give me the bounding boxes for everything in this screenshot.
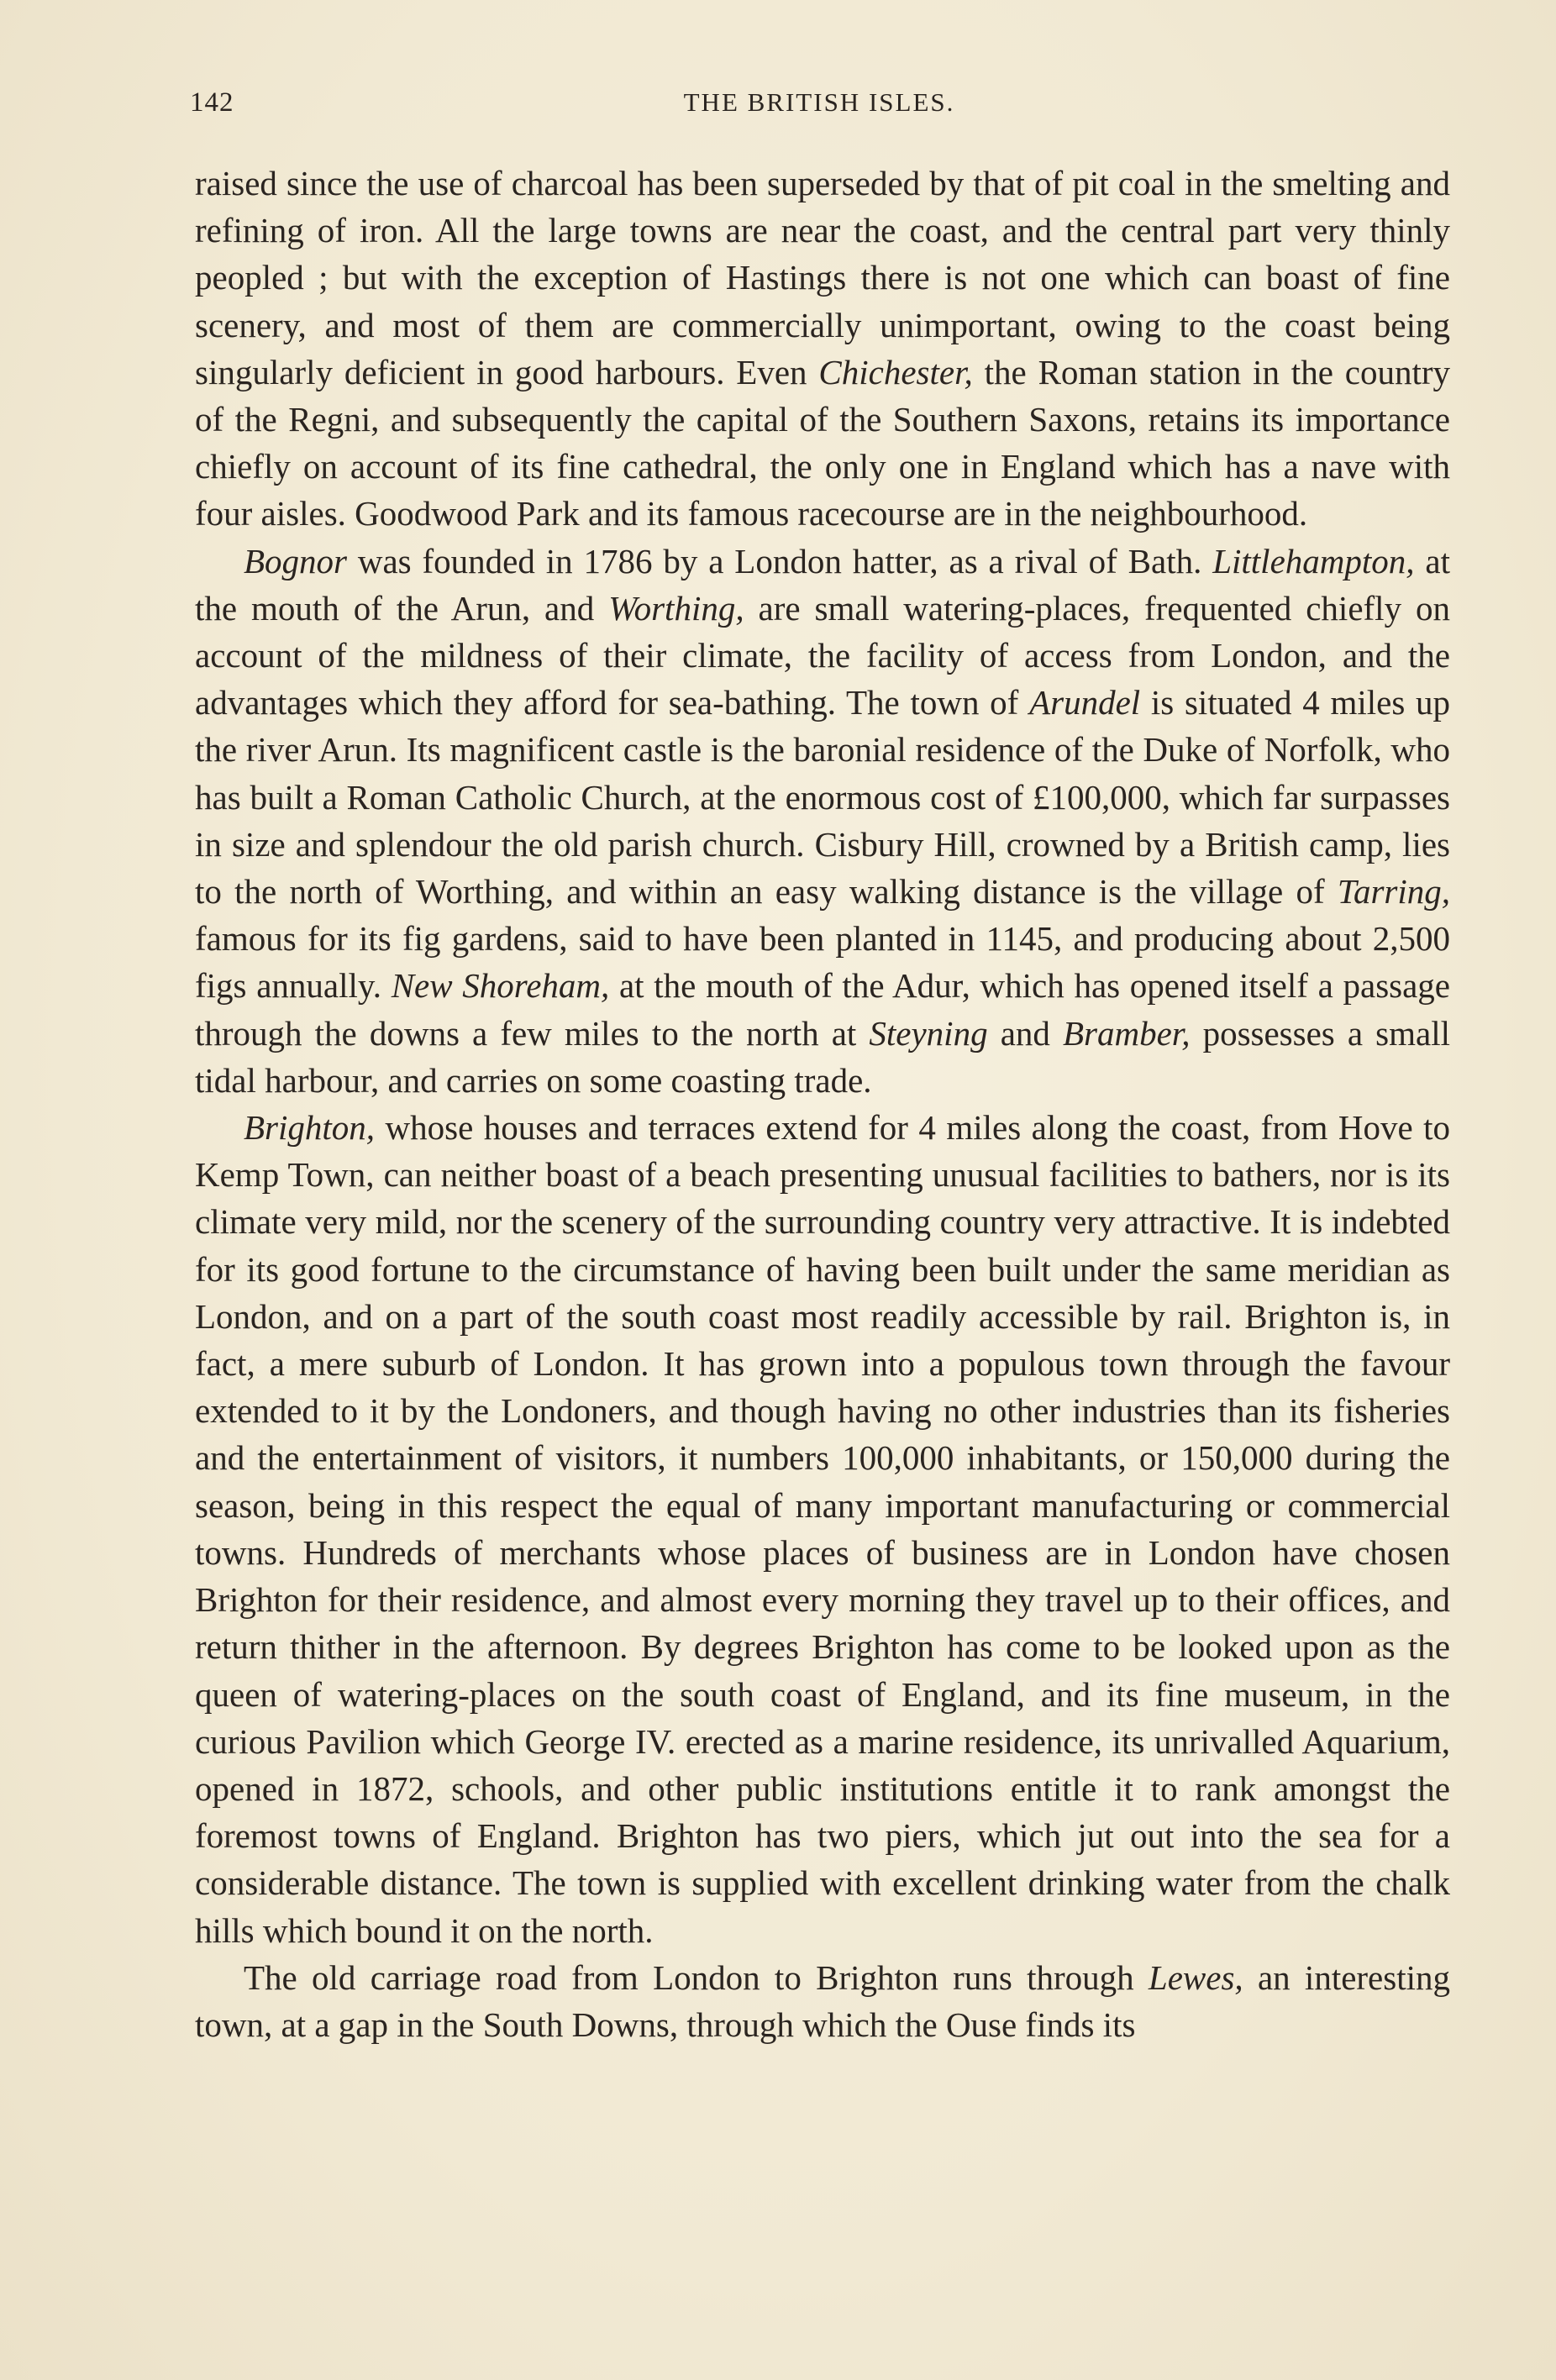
text-segment: was founded in 1786 by a London hatter, as a rival of Bath.: [347, 541, 1213, 581]
text-segment: famous for its fig gardens, said to have been planted in 1145, and producing about 2,500 figs annually.: [195, 919, 1450, 1006]
place-name: Steyning: [869, 1013, 988, 1053]
place-name: Arundel: [1029, 683, 1141, 722]
place-name: Littlehampton,: [1212, 541, 1415, 581]
place-name: Tarring,: [1337, 872, 1450, 912]
text-segment: raised since the use of charcoal has been superseded by that of pit coal in the smelting and refining of iron. All the large towns are near the coast, and the central part very thinly peopled ; but with the exception of Hastings there is not one which can boast of fine scenery, and most of them are commercially unimportant, owing to the coast being singularly deficient in good harbours. Even: [195, 164, 1450, 391]
place-name: Bognor: [244, 541, 347, 581]
text-segment: at the mouth of the Adur, which has opened itself a passage through the downs a few miles to the north at: [195, 966, 1450, 1053]
text-segment: and: [987, 1013, 1063, 1053]
page-number: 142: [190, 87, 234, 118]
place-name: New Shoreham,: [391, 966, 610, 1006]
text-segment: is situated 4 miles up the river Arun. Its magnificent castle is the baronial residence of the Duke of Norfolk, who has built a Roman Catholic Church, at the enormous cost of £100,000, which far surpasses in size and splendour the old parish church. Cisbury Hill, crowned by a British camp, lies to the north of Worthing, and within an easy walking distance is the village of: [195, 683, 1450, 912]
text-segment: at the mouth of the Arun, and: [195, 541, 1450, 628]
paragraph-lewes: [195, 1954, 1450, 2048]
text-segment: are small watering-places, frequented chiefly on account of the mildness of their climate, the facility of access from London, and the advantages which they afford for sea-bathing. The town of: [195, 588, 1451, 722]
place-name: Worthing,: [608, 588, 744, 628]
text-segment: The old carriage road from London to Brighton runs through: [244, 1957, 1149, 1997]
text-segment: the Roman station in the country of the Regni, and subsequently the capital of the Southern Saxons, retains its importance chiefly on account of its fine cathedral, the only one in England which has a nave with four aisles. Goodwood Park and its famous racecourse are in the neighbourhood.: [195, 352, 1451, 533]
running-head: THE BRITISH ISLES.: [683, 87, 955, 117]
place-name: Lewes,: [1148, 1957, 1243, 1997]
body-text: [195, 160, 1450, 2048]
text-segment: possesses a small tidal harbour, and carries on some coasting trade.: [195, 1013, 1450, 1100]
place-name: Brighton,: [244, 1108, 376, 1148]
place-name: Chichester,: [818, 352, 973, 391]
page-header: [190, 87, 1448, 129]
place-name: Bramber,: [1063, 1013, 1191, 1053]
paragraph-brighton: [195, 1104, 1450, 1954]
text-segment: whose houses and terraces extend for 4 miles along the coast, from Hove to Kemp Town, can neither boast of a beach presenting unusual facilities to bathers, nor is its climate very mild, nor the scenery of the surrounding country very attractive. It is indebted for its good fortune to the circumstance of having been built under the same meridian as London, and on a part of the south coast most readily accessible by rail. Brighton is, in fact, a mere suburb of London. It has grown into a populous town through the favour extended to it by the Londoners, and though having no other industries than its fisheries and the entertainment of visitors, it numbers 100,000 inhabitants, or 150,000 during the season, being in this respect the equal of many important manufacturing or commercial towns. Hundreds of merchants whose places of business are in London have chosen Brighton for their residence, and almost every morning they travel up to their offices, and return thither in the afternoon. By degrees Brighton has come to be looked upon as the queen of watering-places on the south coast of England, and its fine museum, in the curious Pavilion which George IV. erected as a marine residence, its unrivalled Aquarium, opened in 1872, schools, and other public institutions entitle it to rank amongst the foremost towns of England. Brighton has two piers, which jut out into the sea for a considerable distance. The town is supplied with excellent drinking water from the chalk hills which bound it on the north.: [195, 1108, 1450, 1950]
text-segment: an interesting town, at a gap in the South Downs, through which the Ouse finds its: [195, 1957, 1450, 2044]
paragraph-chichester: [195, 160, 1450, 538]
paragraph-bognor: [195, 538, 1450, 1104]
